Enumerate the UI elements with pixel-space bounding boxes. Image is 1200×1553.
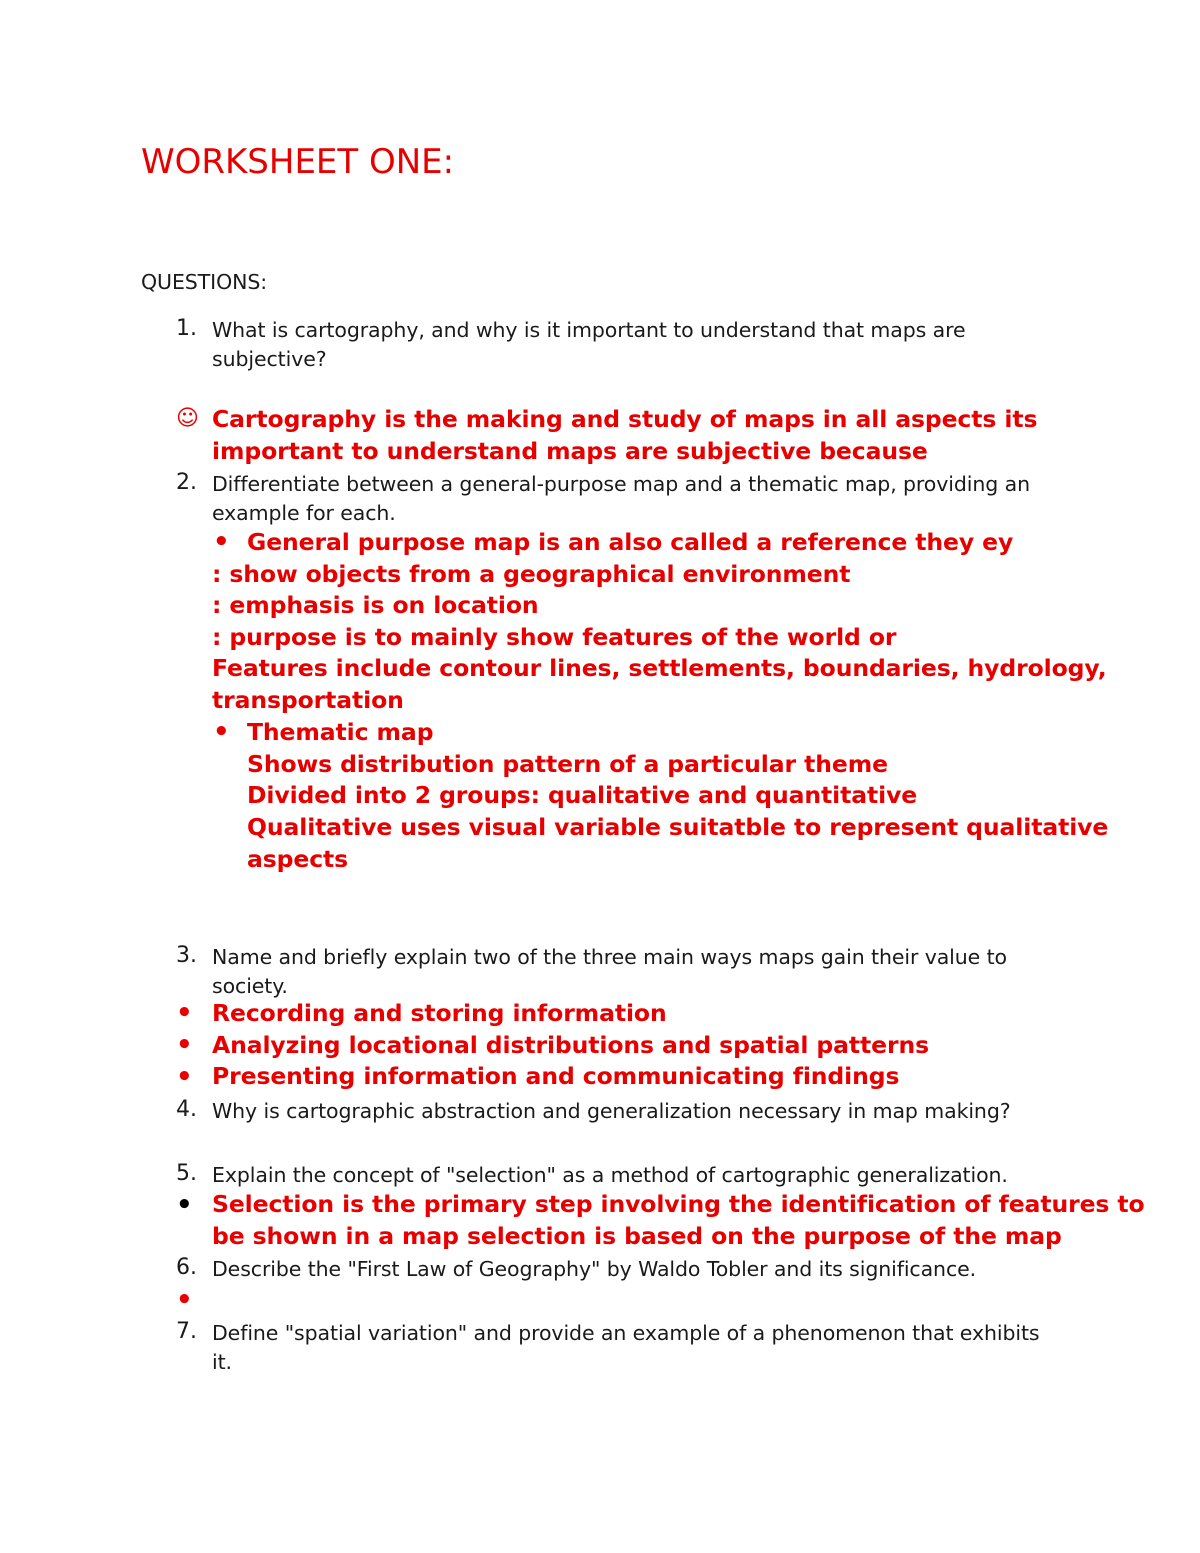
question-7-text: it. <box>212 1350 232 1374</box>
page-title: WORKSHEET ONE: <box>141 142 455 182</box>
bullet-icon: • <box>176 1190 193 1220</box>
question-5-text: Explain the concept of "selection" as a method of cartographic generalization. <box>212 1163 1008 1187</box>
question-5-number: 5. <box>176 1161 197 1186</box>
answer-2-thematic: Shows distribution pattern of a particular theme <box>247 750 888 778</box>
answer-3-item: Recording and storing information <box>212 999 667 1027</box>
answer-2-thematic: aspects <box>247 845 349 873</box>
question-2-text: Differentiate between a general-purpose map and a thematic map, providing an <box>212 472 1030 496</box>
answer-3-item: Analyzing locational distributions and spatial patterns <box>212 1031 930 1059</box>
answer-2-general: Features include contour lines, settlements, boundaries, hydrology, <box>212 654 1107 682</box>
answer-5-text: Selection is the primary step involving the identification of features to <box>212 1190 1145 1218</box>
question-7-number: 7. <box>176 1319 197 1344</box>
answer-2-thematic: Thematic map <box>247 718 434 746</box>
answer-5-text: be shown in a map selection is based on the purpose of the map <box>212 1222 1062 1250</box>
answer-2-general: : emphasis is on location <box>212 591 539 619</box>
question-1-number: 1. <box>176 316 197 341</box>
answer-2-general: : show objects from a geographical environment <box>212 560 851 588</box>
question-3-text: society. <box>212 974 288 998</box>
answer-1-text: Cartography is the making and study of maps in all aspects its <box>212 405 1038 433</box>
smiley-icon: ☺ <box>176 406 199 431</box>
question-6-number: 6. <box>176 1255 197 1280</box>
answer-2-general: General purpose map is an also called a reference they ey <box>247 528 1014 556</box>
bullet-icon: • <box>176 1030 193 1060</box>
bullet-icon: • <box>176 998 193 1028</box>
question-2-text: example for each. <box>212 501 396 525</box>
answer-3-item: Presenting information and communicating findings <box>212 1062 900 1090</box>
question-3-text: Name and briefly explain two of the three main ways maps gain their value to <box>212 945 1007 969</box>
question-2-number: 2. <box>176 470 197 495</box>
question-1-text: subjective? <box>212 347 327 371</box>
question-4-text: Why is cartographic abstraction and generalization necessary in map making? <box>212 1099 1011 1123</box>
answer-2-thematic: Qualitative uses visual variable suitatble to represent qualitative <box>247 813 1109 841</box>
bullet-icon: • <box>176 1285 193 1315</box>
question-6-text: Describe the "First Law of Geography" by Waldo Tobler and its significance. <box>212 1257 977 1281</box>
question-1-text: What is cartography, and why is it important to understand that maps are <box>212 318 966 342</box>
answer-2-general: transportation <box>212 686 404 714</box>
answer-2-thematic: Divided into 2 groups: qualitative and quantitative <box>247 781 918 809</box>
answer-2-general: : purpose is to mainly show features of the world or <box>212 623 897 651</box>
bullet-icon: • <box>213 717 230 747</box>
question-3-number: 3. <box>176 943 197 968</box>
bullet-icon: • <box>176 1062 193 1092</box>
question-7-text: Define "spatial variation" and provide an example of a phenomenon that exhibits <box>212 1321 1040 1345</box>
bullet-icon: • <box>213 527 230 557</box>
question-4-number: 4. <box>176 1097 197 1122</box>
questions-heading: QUESTIONS: <box>141 270 268 294</box>
answer-1-text: important to understand maps are subjective because <box>212 437 928 465</box>
